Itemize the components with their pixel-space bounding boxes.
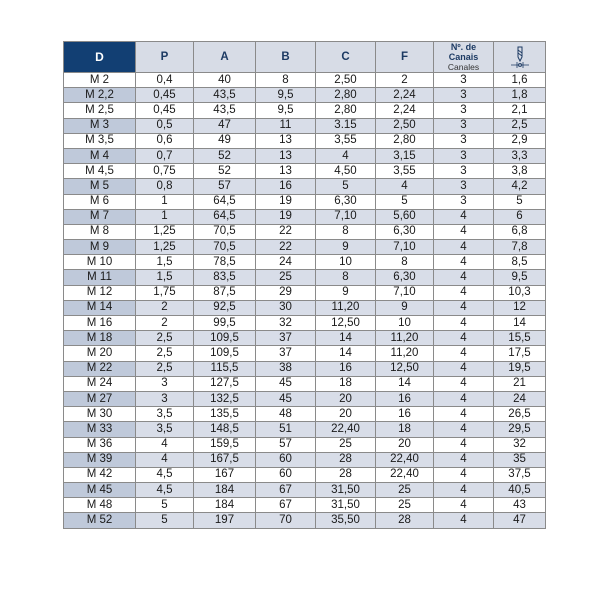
cell-drill-size: 8,5 <box>494 255 546 270</box>
cell-p: 1 <box>136 194 194 209</box>
cell-a: 127,5 <box>194 376 256 391</box>
cell-b: 16 <box>256 179 316 194</box>
cell-c: 25 <box>316 437 376 452</box>
cell-drill-size: 32 <box>494 437 546 452</box>
cell-f: 3,15 <box>376 148 434 163</box>
cell-f: 2,24 <box>376 103 434 118</box>
cell-channels: 3 <box>434 88 494 103</box>
cell-f: 3,55 <box>376 164 434 179</box>
cell-a: 167 <box>194 467 256 482</box>
table-row <box>64 346 546 361</box>
cell-b: 45 <box>256 391 316 406</box>
cell-f: 7,10 <box>376 285 434 300</box>
table-row <box>64 73 546 88</box>
cell-channels: 4 <box>434 422 494 437</box>
cell-c: 3.15 <box>316 118 376 133</box>
cell-channels: 4 <box>434 331 494 346</box>
cell-d: M 6 <box>64 194 136 209</box>
cell-channels: 3 <box>434 179 494 194</box>
cell-p: 1 <box>136 209 194 224</box>
cell-p: 2 <box>136 316 194 331</box>
cell-c: 3,55 <box>316 133 376 148</box>
cell-c: 12,50 <box>316 316 376 331</box>
cell-d: M 48 <box>64 498 136 513</box>
cell-drill-size: 37,5 <box>494 467 546 482</box>
cell-b: 9,5 <box>256 103 316 118</box>
cell-b: 30 <box>256 300 316 315</box>
cell-p: 2 <box>136 300 194 315</box>
cell-f: 18 <box>376 422 434 437</box>
cell-b: 19 <box>256 194 316 209</box>
cell-c: 31,50 <box>316 483 376 498</box>
cell-c: 2,50 <box>316 73 376 88</box>
cell-c: 31,50 <box>316 498 376 513</box>
header-drill-size <box>494 42 546 73</box>
cell-a: 70,5 <box>194 224 256 239</box>
cell-d: M 10 <box>64 255 136 270</box>
header-d: D <box>64 42 136 73</box>
header-channels-line3: Canales <box>447 62 480 72</box>
header-a: A <box>194 42 256 73</box>
cell-channels: 3 <box>434 73 494 88</box>
cell-d: M 14 <box>64 300 136 315</box>
table-row <box>64 103 546 118</box>
cell-d: M 3 <box>64 118 136 133</box>
cell-channels: 3 <box>434 148 494 163</box>
cell-drill-size: 43 <box>494 498 546 513</box>
cell-b: 8 <box>256 73 316 88</box>
cell-a: 52 <box>194 164 256 179</box>
cell-channels: 4 <box>434 498 494 513</box>
cell-drill-size: 24 <box>494 391 546 406</box>
cell-channels: 4 <box>434 346 494 361</box>
table-row <box>64 118 546 133</box>
cell-b: 60 <box>256 452 316 467</box>
cell-f: 22,40 <box>376 452 434 467</box>
cell-drill-size: 2,9 <box>494 133 546 148</box>
cell-a: 92,5 <box>194 300 256 315</box>
cell-c: 11,20 <box>316 300 376 315</box>
cell-channels: 4 <box>434 270 494 285</box>
cell-d: M 3,5 <box>64 133 136 148</box>
cell-b: 13 <box>256 148 316 163</box>
cell-drill-size: 4,2 <box>494 179 546 194</box>
header-p: P <box>136 42 194 73</box>
table-row <box>64 209 546 224</box>
cell-b: 32 <box>256 316 316 331</box>
cell-f: 2,24 <box>376 88 434 103</box>
cell-p: 1,25 <box>136 240 194 255</box>
cell-channels: 4 <box>434 240 494 255</box>
cell-a: 148,5 <box>194 422 256 437</box>
cell-p: 2,5 <box>136 331 194 346</box>
cell-f: 5 <box>376 194 434 209</box>
cell-channels: 3 <box>434 133 494 148</box>
cell-c: 10 <box>316 255 376 270</box>
cell-d: M 27 <box>64 391 136 406</box>
cell-d: M 7 <box>64 209 136 224</box>
cell-b: 11 <box>256 118 316 133</box>
cell-p: 2,5 <box>136 346 194 361</box>
cell-c: 2,80 <box>316 103 376 118</box>
table-row <box>64 467 546 482</box>
cell-d: M 9 <box>64 240 136 255</box>
cell-f: 9 <box>376 300 434 315</box>
cell-c: 9 <box>316 285 376 300</box>
cell-p: 0,7 <box>136 148 194 163</box>
cell-drill-size: 35 <box>494 452 546 467</box>
cell-d: M 2,2 <box>64 88 136 103</box>
table-row <box>64 285 546 300</box>
cell-a: 87,5 <box>194 285 256 300</box>
cell-drill-size: 2,1 <box>494 103 546 118</box>
cell-p: 0,45 <box>136 88 194 103</box>
cell-a: 135,5 <box>194 407 256 422</box>
cell-c: 9 <box>316 240 376 255</box>
cell-channels: 4 <box>434 285 494 300</box>
cell-p: 5 <box>136 513 194 528</box>
header-channels-line2: Canais <box>448 52 479 62</box>
cell-p: 0,4 <box>136 73 194 88</box>
cell-p: 4 <box>136 437 194 452</box>
cell-a: 99,5 <box>194 316 256 331</box>
cell-f: 2,80 <box>376 133 434 148</box>
cell-drill-size: 17,5 <box>494 346 546 361</box>
cell-f: 20 <box>376 437 434 452</box>
table-row <box>64 88 546 103</box>
cell-a: 47 <box>194 118 256 133</box>
cell-drill-size: 1,6 <box>494 73 546 88</box>
table-row <box>64 483 546 498</box>
cell-b: 22 <box>256 240 316 255</box>
table-row <box>64 331 546 346</box>
cell-b: 45 <box>256 376 316 391</box>
cell-a: 70,5 <box>194 240 256 255</box>
cell-drill-size: 3,3 <box>494 148 546 163</box>
cell-f: 4 <box>376 179 434 194</box>
cell-a: 43,5 <box>194 88 256 103</box>
table-row <box>64 391 546 406</box>
cell-a: 64,5 <box>194 209 256 224</box>
cell-b: 38 <box>256 361 316 376</box>
tap-dimensions-table-wrapper <box>63 41 545 529</box>
cell-b: 25 <box>256 270 316 285</box>
cell-c: 14 <box>316 346 376 361</box>
cell-c: 28 <box>316 467 376 482</box>
cell-drill-size: 29,5 <box>494 422 546 437</box>
cell-channels: 4 <box>434 300 494 315</box>
cell-drill-size: 9,5 <box>494 270 546 285</box>
cell-channels: 4 <box>434 255 494 270</box>
table-row <box>64 407 546 422</box>
table-row <box>64 194 546 209</box>
cell-a: 159,5 <box>194 437 256 452</box>
cell-c: 28 <box>316 452 376 467</box>
cell-d: M 12 <box>64 285 136 300</box>
cell-f: 25 <box>376 498 434 513</box>
table-row <box>64 437 546 452</box>
cell-channels: 4 <box>434 483 494 498</box>
table-row <box>64 240 546 255</box>
cell-p: 1,75 <box>136 285 194 300</box>
cell-b: 19 <box>256 209 316 224</box>
header-c: C <box>316 42 376 73</box>
cell-p: 1,5 <box>136 270 194 285</box>
cell-channels: 4 <box>434 209 494 224</box>
table-row <box>64 133 546 148</box>
cell-c: 20 <box>316 407 376 422</box>
cell-f: 22,40 <box>376 467 434 482</box>
cell-channels: 4 <box>434 316 494 331</box>
cell-b: 13 <box>256 164 316 179</box>
cell-drill-size: 6,8 <box>494 224 546 239</box>
table-row <box>64 316 546 331</box>
cell-a: 57 <box>194 179 256 194</box>
cell-c: 6,30 <box>316 194 376 209</box>
cell-drill-size: 7,8 <box>494 240 546 255</box>
cell-p: 1,25 <box>136 224 194 239</box>
cell-p: 4 <box>136 452 194 467</box>
cell-c: 4,50 <box>316 164 376 179</box>
cell-drill-size: 6 <box>494 209 546 224</box>
cell-drill-size: 19,5 <box>494 361 546 376</box>
cell-p: 0,8 <box>136 179 194 194</box>
header-b: B <box>256 42 316 73</box>
table-row <box>64 224 546 239</box>
cell-b: 37 <box>256 331 316 346</box>
cell-channels: 4 <box>434 224 494 239</box>
cell-f: 6,30 <box>376 224 434 239</box>
header-channels <box>434 42 494 73</box>
table-row <box>64 422 546 437</box>
cell-c: 22,40 <box>316 422 376 437</box>
cell-f: 7,10 <box>376 240 434 255</box>
cell-channels: 4 <box>434 513 494 528</box>
cell-d: M 5 <box>64 179 136 194</box>
table-row <box>64 498 546 513</box>
cell-drill-size: 12 <box>494 300 546 315</box>
header-row <box>64 42 546 73</box>
cell-d: M 11 <box>64 270 136 285</box>
table-row <box>64 300 546 315</box>
cell-d: M 18 <box>64 331 136 346</box>
table-row <box>64 179 546 194</box>
cell-p: 0,6 <box>136 133 194 148</box>
cell-d: M 24 <box>64 376 136 391</box>
cell-p: 0,45 <box>136 103 194 118</box>
cell-f: 11,20 <box>376 346 434 361</box>
cell-p: 4,5 <box>136 483 194 498</box>
cell-f: 12,50 <box>376 361 434 376</box>
cell-a: 49 <box>194 133 256 148</box>
cell-d: M 22 <box>64 361 136 376</box>
cell-channels: 4 <box>434 376 494 391</box>
table-row <box>64 255 546 270</box>
cell-f: 25 <box>376 483 434 498</box>
table-row <box>64 376 546 391</box>
header-channels-line1: Nº. de <box>450 42 477 52</box>
cell-d: M 4,5 <box>64 164 136 179</box>
cell-c: 14 <box>316 331 376 346</box>
cell-drill-size: 47 <box>494 513 546 528</box>
cell-channels: 4 <box>434 437 494 452</box>
cell-c: 8 <box>316 224 376 239</box>
cell-channels: 4 <box>434 407 494 422</box>
cell-f: 10 <box>376 316 434 331</box>
cell-b: 22 <box>256 224 316 239</box>
cell-b: 67 <box>256 483 316 498</box>
cell-d: M 30 <box>64 407 136 422</box>
cell-a: 43,5 <box>194 103 256 118</box>
cell-a: 40 <box>194 73 256 88</box>
cell-a: 167,5 <box>194 452 256 467</box>
cell-p: 3 <box>136 391 194 406</box>
table-row <box>64 164 546 179</box>
cell-drill-size: 40,5 <box>494 483 546 498</box>
cell-channels: 4 <box>434 361 494 376</box>
cell-p: 3 <box>136 376 194 391</box>
cell-d: M 4 <box>64 148 136 163</box>
cell-b: 13 <box>256 133 316 148</box>
cell-d: M 2,5 <box>64 103 136 118</box>
cell-drill-size: 14 <box>494 316 546 331</box>
cell-f: 2 <box>376 73 434 88</box>
cell-p: 1,5 <box>136 255 194 270</box>
cell-d: M 45 <box>64 483 136 498</box>
cell-b: 29 <box>256 285 316 300</box>
table-row <box>64 452 546 467</box>
cell-a: 109,5 <box>194 331 256 346</box>
cell-f: 2,50 <box>376 118 434 133</box>
cell-d: M 39 <box>64 452 136 467</box>
cell-f: 8 <box>376 255 434 270</box>
cell-b: 9,5 <box>256 88 316 103</box>
cell-f: 28 <box>376 513 434 528</box>
cell-c: 20 <box>316 391 376 406</box>
cell-b: 48 <box>256 407 316 422</box>
cell-b: 57 <box>256 437 316 452</box>
cell-p: 3,5 <box>136 422 194 437</box>
cell-c: 5 <box>316 179 376 194</box>
cell-d: M 20 <box>64 346 136 361</box>
cell-drill-size: 3,8 <box>494 164 546 179</box>
cell-c: 7,10 <box>316 209 376 224</box>
cell-drill-size: 15,5 <box>494 331 546 346</box>
table-header <box>64 42 546 73</box>
cell-b: 24 <box>256 255 316 270</box>
cell-d: M 16 <box>64 316 136 331</box>
cell-drill-size: 26,5 <box>494 407 546 422</box>
cell-d: M 52 <box>64 513 136 528</box>
drill-bit-icon <box>509 45 531 69</box>
cell-f: 16 <box>376 407 434 422</box>
cell-f: 5,60 <box>376 209 434 224</box>
cell-d: M 36 <box>64 437 136 452</box>
cell-channels: 4 <box>434 391 494 406</box>
cell-channels: 4 <box>434 452 494 467</box>
table-row <box>64 148 546 163</box>
table-row <box>64 270 546 285</box>
cell-b: 60 <box>256 467 316 482</box>
cell-c: 8 <box>316 270 376 285</box>
cell-drill-size: 21 <box>494 376 546 391</box>
cell-d: M 42 <box>64 467 136 482</box>
table-body <box>64 73 546 529</box>
cell-f: 6,30 <box>376 270 434 285</box>
cell-channels: 4 <box>434 467 494 482</box>
cell-b: 70 <box>256 513 316 528</box>
cell-p: 2,5 <box>136 361 194 376</box>
cell-a: 184 <box>194 498 256 513</box>
cell-p: 0,5 <box>136 118 194 133</box>
tap-dimensions-table <box>63 41 546 529</box>
cell-c: 2,80 <box>316 88 376 103</box>
table-row <box>64 513 546 528</box>
cell-a: 64,5 <box>194 194 256 209</box>
cell-c: 35,50 <box>316 513 376 528</box>
cell-b: 37 <box>256 346 316 361</box>
cell-f: 16 <box>376 391 434 406</box>
cell-d: M 8 <box>64 224 136 239</box>
cell-channels: 3 <box>434 164 494 179</box>
cell-channels: 3 <box>434 194 494 209</box>
header-f: F <box>376 42 434 73</box>
cell-d: M 2 <box>64 73 136 88</box>
cell-p: 5 <box>136 498 194 513</box>
cell-c: 18 <box>316 376 376 391</box>
cell-channels: 3 <box>434 103 494 118</box>
cell-f: 14 <box>376 376 434 391</box>
cell-a: 83,5 <box>194 270 256 285</box>
cell-drill-size: 2,5 <box>494 118 546 133</box>
cell-d: M 33 <box>64 422 136 437</box>
cell-p: 4,5 <box>136 467 194 482</box>
cell-f: 11,20 <box>376 331 434 346</box>
cell-a: 184 <box>194 483 256 498</box>
cell-p: 3,5 <box>136 407 194 422</box>
cell-c: 16 <box>316 361 376 376</box>
cell-a: 115,5 <box>194 361 256 376</box>
cell-drill-size: 5 <box>494 194 546 209</box>
table-row <box>64 361 546 376</box>
cell-a: 109,5 <box>194 346 256 361</box>
cell-a: 197 <box>194 513 256 528</box>
cell-drill-size: 10,3 <box>494 285 546 300</box>
cell-p: 0,75 <box>136 164 194 179</box>
cell-drill-size: 1,8 <box>494 88 546 103</box>
cell-a: 132,5 <box>194 391 256 406</box>
cell-a: 78,5 <box>194 255 256 270</box>
cell-a: 52 <box>194 148 256 163</box>
cell-b: 51 <box>256 422 316 437</box>
cell-b: 67 <box>256 498 316 513</box>
cell-c: 4 <box>316 148 376 163</box>
cell-channels: 3 <box>434 118 494 133</box>
